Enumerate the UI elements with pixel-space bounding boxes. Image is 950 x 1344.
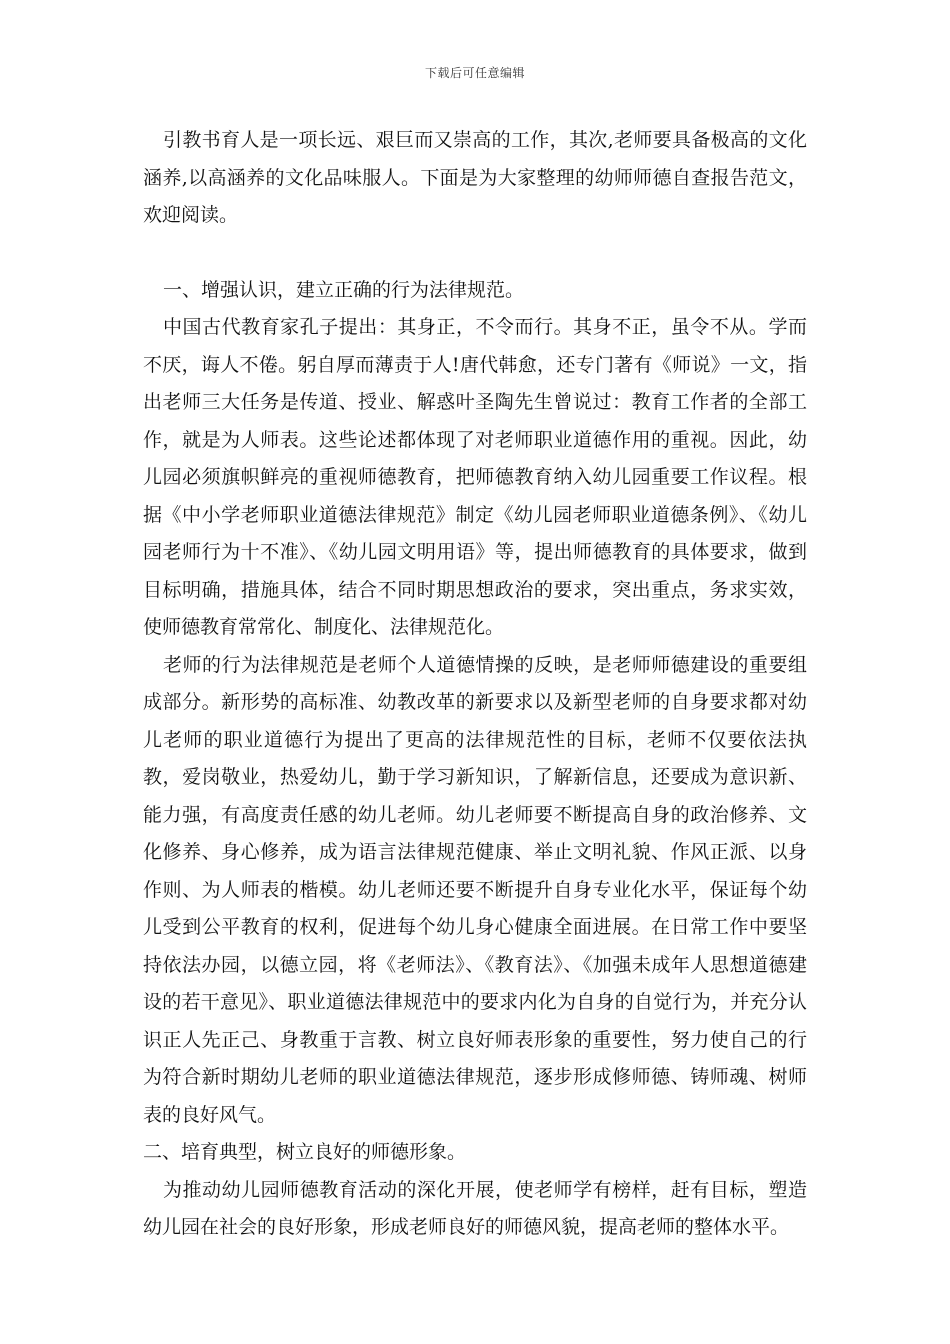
paragraph-spacer	[143, 235, 807, 272]
body-paragraph: 为推动幼儿园师德教育活动的深化开展，使老师学有榜样，赶有目标，塑造幼儿园在社会的良好形象，形成老师良好的师德风貌，提高老师的整体水平。	[143, 1178, 807, 1238]
page-header: 下载后可任意编辑	[424, 66, 525, 80]
document-body	[143, 122, 807, 1247]
intro-paragraph: 引教书育人是一项长远、艰巨而又崇高的工作，其次,老师要具备极高的文化涵养,以高涵养的文化品味服人。下面是为大家整理的幼师师德自查报告范文，欢迎阅读。	[143, 129, 807, 226]
body-paragraph: 老师的行为法律规范是老师个人道德情操的反映，是老师师德建设的重要组成部分。新形势的高标准、幼教改革的新要求以及新型老师的自身要求都对幼儿老师的职业道德行为提出了更高的法律规范性的目标，老师不仅要依法执教，爱岗敬业，热爱幼儿，勤于学习新知识，了解新信息，还要成为意识新、能力强，有高度责任感的幼儿老师。幼儿老师要不断提高自身的政治修养、文化修养、身心修养，成为语言法律规范健康、举止文明礼貌、作风正派、以身作则、为人师表的楷模。幼儿老师还要不断提升自身专业化水平，保证每个幼儿受到公平教育的权利，促进每个幼儿身心健康全面进展。在日常工作中要坚持依法办园，以德立园，将《老师法》、《教育法》、《加强未成年人思想道德建设的若干意见》、职业道德法律规范中的要求内化为自身的自觉行为，并充分认识正人先正己、身教重于言教、树立良好师表形象的重要性，努力使自己的行为符合新时期幼儿老师的职业道德法律规范，逐步形成修师德、铸师魂、树师表的良好风气。	[143, 653, 807, 1126]
section-heading-1: 一、增强认识，建立正确的行为法律规范。	[163, 278, 525, 301]
section-heading-2: 二、培育典型，树立良好的师德形象。	[143, 1141, 467, 1163]
body-paragraph: 中国古代教育家孔子提出：其身正，不令而行。其身不正，虽令不从。学而不厌，诲人不倦。躬自厚而薄责于人!唐代韩愈，还专门著有《师说》一文，指出老师三大任务是传道、授业、解惑叶圣陶先生曾说过：教育工作者的全部工作，就是为人师表。这些论述都体现了对老师职业道德作用的重视。因此，幼儿园必须旗帜鲜亮的重视师德教育，把师德教育纳入幼儿园重要工作议程。根据《中小学老师职业道德法律规范》制定《幼儿园老师职业道德条例》、《幼儿园老师行为十不准》、《幼儿园文明用语》等，提出师德教育的具体要求，做到目标明确，措施具体，结合不同时期思想政治的要求，突出重点，务求实效，使师德教育常常化、制度化、法律规范化。	[143, 316, 807, 638]
